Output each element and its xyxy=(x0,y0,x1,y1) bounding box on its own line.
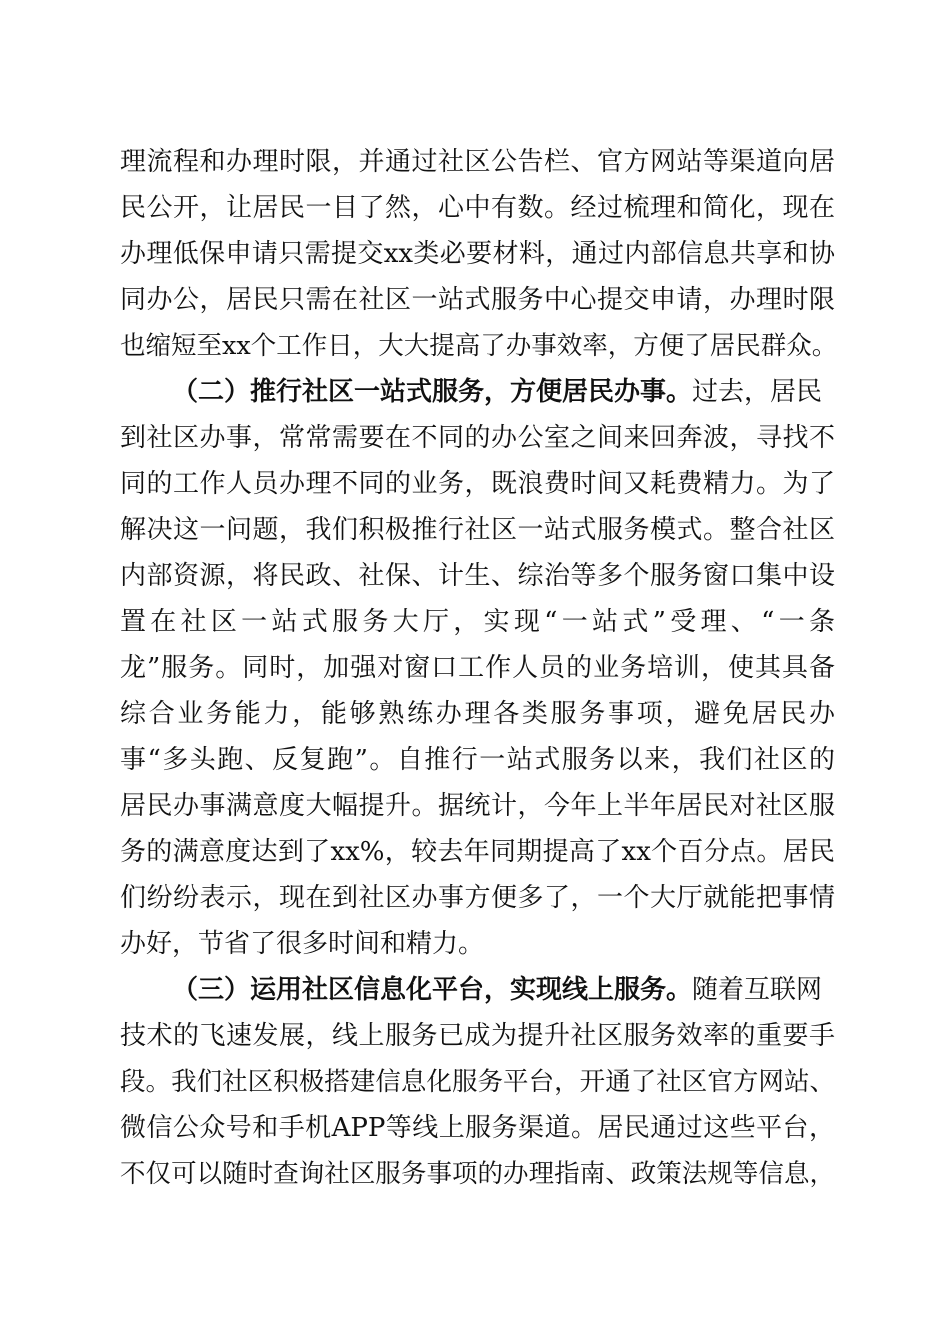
paragraph-1-line-1: 理流程和办理时限，并通过社区公告栏、官方网站等渠道向居 xyxy=(120,147,835,177)
paragraph-3-line-3: 段。我们社区积极搭建信息化服务平台，开通了社区官方网站、 xyxy=(120,1067,835,1097)
paragraph-3-line-2: 技术的飞速发展，线上服务已成为提升社区服务效率的重要手 xyxy=(120,1021,835,1051)
paragraph-2-line-11: 务的满意度达到了xx%，较去年同期提高了xx个百分点。居民 xyxy=(120,837,835,867)
paragraph-2-line-12: 们纷纷表示，现在到社区办事方便多了，一个大厅就能把事情 xyxy=(120,883,835,913)
paragraph-3-line-4: 微信公众号和手机APP等线上服务渠道。居民通过这些平台， xyxy=(120,1113,835,1143)
paragraph-2-line-10: 居民办事满意度大幅提升。据统计，今年上半年居民对社区服 xyxy=(120,791,835,821)
paragraph-2-line-3: 同的工作人员办理不同的业务，既浪费时间又耗费精力。为了 xyxy=(120,469,835,499)
paragraph-2-line-4: 解决这一问题，我们积极推行社区一站式服务模式。整合社区 xyxy=(120,515,835,545)
paragraph-3-first-line-rest: 随着互联网 xyxy=(692,975,823,1005)
paragraph-2-line-7: 龙”服务。同时，加强对窗口工作人员的业务培训，使其具备 xyxy=(120,653,835,683)
paragraph-3-line-5: 不仅可以随时查询社区服务事项的办理指南、政策法规等信息， xyxy=(120,1159,835,1189)
section-heading-2: （二）推行社区一站式服务，方便居民办事。 xyxy=(172,377,693,407)
paragraph-1-line-4: 同办公，居民只需在社区一站式服务中心提交申请，办理时限 xyxy=(120,285,835,315)
paragraph-2-line-9: 事“多头跑、反复跑”。自推行一站式服务以来，我们社区的 xyxy=(120,745,835,775)
paragraph-2-line-13: 办好，节省了很多时间和精力。 xyxy=(120,929,485,959)
paragraph-2-first-line-rest: 过去，居民 xyxy=(692,377,823,407)
paragraph-2-line-8: 综合业务能力，能够熟练办理各类服务事项，避免居民办 xyxy=(120,699,835,729)
paragraph-1-line-2: 民公开，让居民一目了然，心中有数。经过梳理和简化，现在 xyxy=(120,193,835,223)
paragraph-1-line-5: 也缩短至xx个工作日，大大提高了办事效率，方便了居民群众。 xyxy=(120,331,838,361)
paragraph-1-line-3: 办理低保申请只需提交xx类必要材料，通过内部信息共享和协 xyxy=(120,239,835,269)
paragraph-2-line-2: 到社区办事，常常需要在不同的办公室之间来回奔波，寻找不 xyxy=(120,423,835,453)
paragraph-2-first-line xyxy=(172,376,822,408)
paragraph-3-first-line xyxy=(172,974,822,1006)
paragraph-2-line-6: 置在社区一站式服务大厅，实现“一站式”受理、“一条 xyxy=(120,607,835,637)
paragraph-2-line-5: 内部资源，将民政、社保、计生、综治等多个服务窗口集中设 xyxy=(120,561,835,591)
section-heading-3: （三）运用社区信息化平台，实现线上服务。 xyxy=(172,975,693,1005)
